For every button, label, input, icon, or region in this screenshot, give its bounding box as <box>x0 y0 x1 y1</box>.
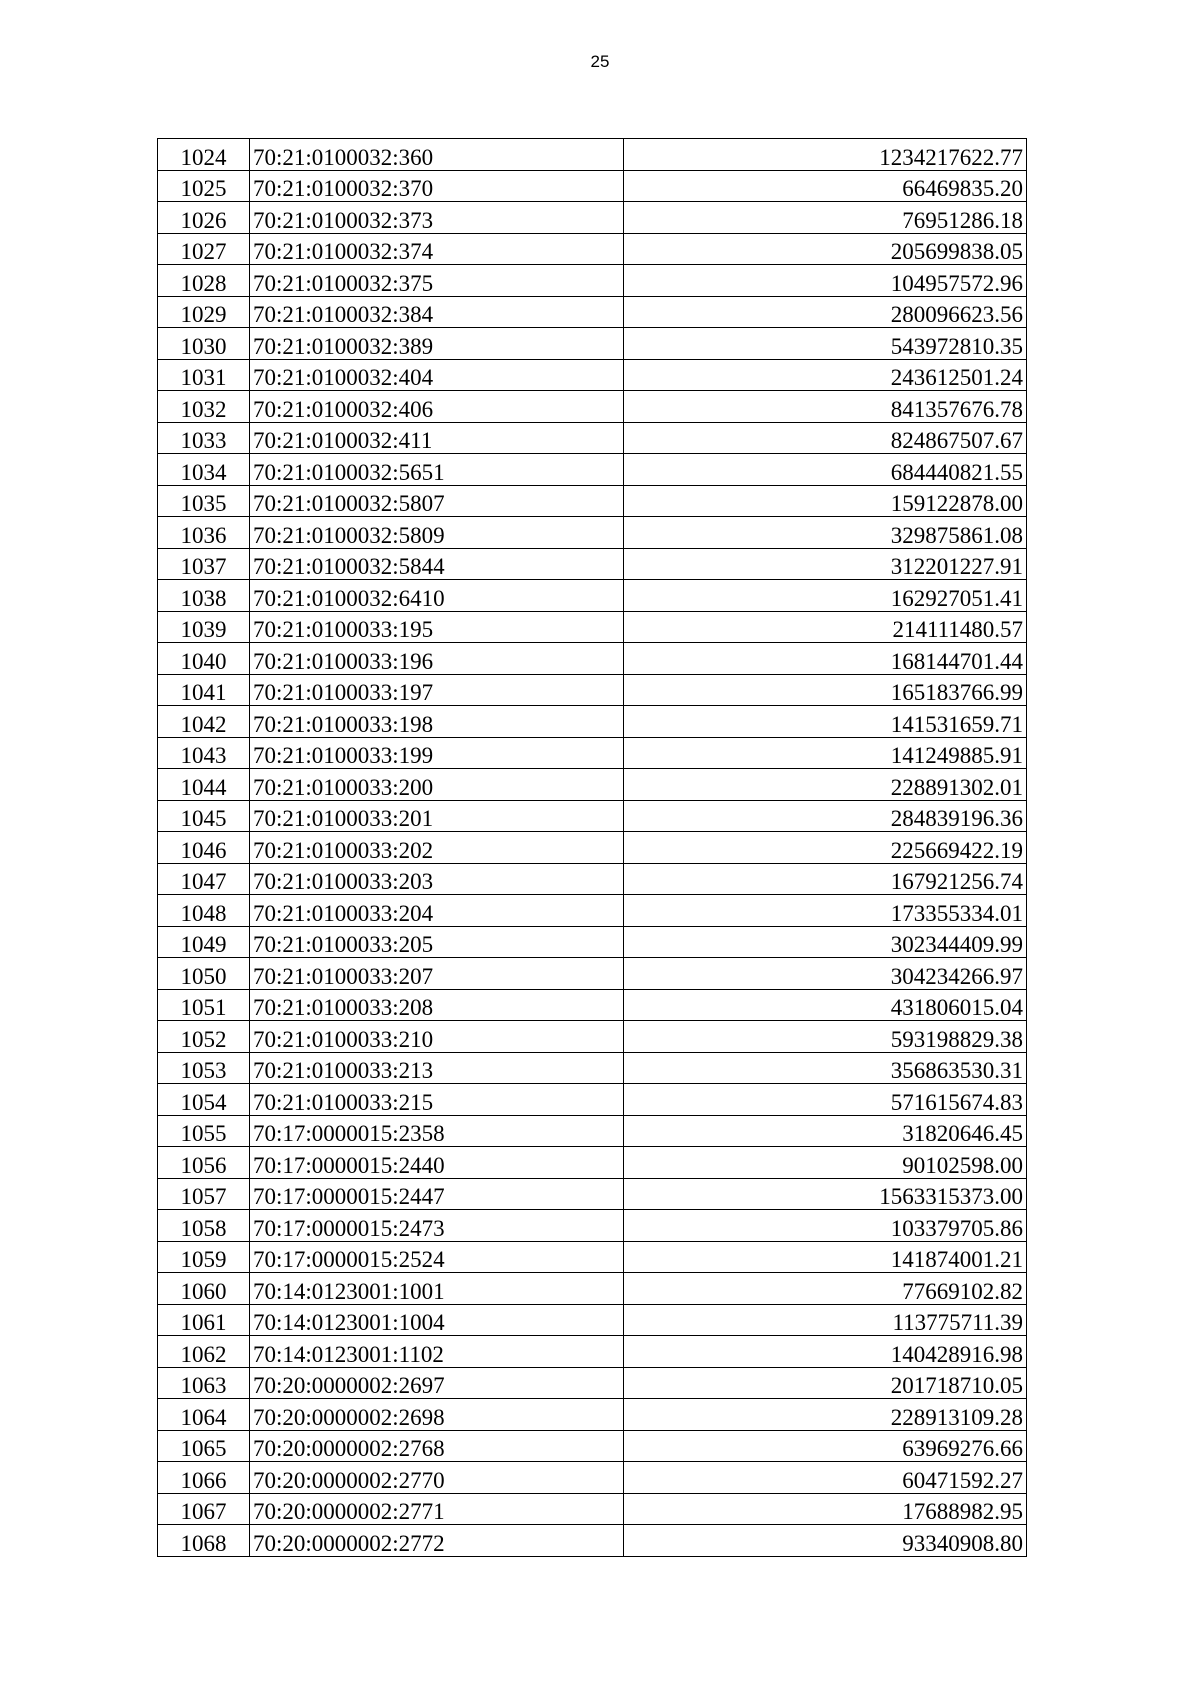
cadastral-value-cell: 312201227.91 <box>624 548 1027 580</box>
row-number-cell: 1045 <box>158 800 250 832</box>
row-number-cell: 1024 <box>158 139 250 171</box>
table-row <box>158 1021 1027 1053</box>
cadastral-value-cell: 31820646.45 <box>624 1115 1027 1147</box>
table-row <box>158 1084 1027 1116</box>
cadastral-value-cell: 90102598.00 <box>624 1147 1027 1179</box>
cadastral-number-cell: 70:21:0100032:384 <box>250 296 624 328</box>
cadastral-value-cell: 302344409.99 <box>624 926 1027 958</box>
cadastral-number-cell: 70:14:0123001:1001 <box>250 1273 624 1305</box>
table-row <box>158 1493 1027 1525</box>
cadastral-number-cell: 70:21:0100032:411 <box>250 422 624 454</box>
table-row <box>158 643 1027 675</box>
cadastral-number-cell: 70:21:0100033:213 <box>250 1052 624 1084</box>
cadastral-number-cell: 70:21:0100033:204 <box>250 895 624 927</box>
row-number-cell: 1068 <box>158 1525 250 1557</box>
cadastral-number-cell: 70:21:0100032:5807 <box>250 485 624 517</box>
cadastral-value-cell: 76951286.18 <box>624 202 1027 234</box>
cadastral-number-cell: 70:21:0100033:198 <box>250 706 624 738</box>
table-row <box>158 328 1027 360</box>
row-number-cell: 1041 <box>158 674 250 706</box>
row-number-cell: 1065 <box>158 1430 250 1462</box>
row-number-cell: 1049 <box>158 926 250 958</box>
row-number-cell: 1048 <box>158 895 250 927</box>
cadastral-value-cell: 280096623.56 <box>624 296 1027 328</box>
cadastral-number-cell: 70:21:0100033:196 <box>250 643 624 675</box>
row-number-cell: 1046 <box>158 832 250 864</box>
table-row <box>158 769 1027 801</box>
row-number-cell: 1057 <box>158 1178 250 1210</box>
row-number-cell: 1034 <box>158 454 250 486</box>
row-number-cell: 1035 <box>158 485 250 517</box>
cadastral-value-cell: 841357676.78 <box>624 391 1027 423</box>
cadastral-value-cell: 60471592.27 <box>624 1462 1027 1494</box>
cadastral-value-cell: 304234266.97 <box>624 958 1027 990</box>
cadastral-value-cell: 228913109.28 <box>624 1399 1027 1431</box>
cadastral-number-cell: 70:21:0100032:406 <box>250 391 624 423</box>
row-number-cell: 1031 <box>158 359 250 391</box>
cadastral-number-cell: 70:21:0100032:389 <box>250 328 624 360</box>
cadastral-value-cell: 173355334.01 <box>624 895 1027 927</box>
table-row <box>158 895 1027 927</box>
row-number-cell: 1051 <box>158 989 250 1021</box>
row-number-cell: 1043 <box>158 737 250 769</box>
cadastral-number-cell: 70:21:0100033:200 <box>250 769 624 801</box>
cadastral-number-cell: 70:21:0100033:210 <box>250 1021 624 1053</box>
row-number-cell: 1066 <box>158 1462 250 1494</box>
cadastral-number-cell: 70:21:0100032:404 <box>250 359 624 391</box>
table-row <box>158 1399 1027 1431</box>
table-row <box>158 454 1027 486</box>
cadastral-value-cell: 113775711.39 <box>624 1304 1027 1336</box>
cadastral-number-cell: 70:21:0100033:201 <box>250 800 624 832</box>
row-number-cell: 1042 <box>158 706 250 738</box>
cadastral-value-cell: 228891302.01 <box>624 769 1027 801</box>
row-number-cell: 1040 <box>158 643 250 675</box>
table-row <box>158 359 1027 391</box>
cadastral-value-cell: 159122878.00 <box>624 485 1027 517</box>
page-number: 25 <box>590 52 610 71</box>
table-body <box>158 139 1027 1557</box>
cadastral-value-cell: 141531659.71 <box>624 706 1027 738</box>
cadastral-value-cell: 205699838.05 <box>624 233 1027 265</box>
cadastral-value-table <box>157 138 1027 1557</box>
row-number-cell: 1032 <box>158 391 250 423</box>
row-number-cell: 1026 <box>158 202 250 234</box>
cadastral-value-cell: 93340908.80 <box>624 1525 1027 1557</box>
row-number-cell: 1055 <box>158 1115 250 1147</box>
table-row <box>158 989 1027 1021</box>
cadastral-value-cell: 356863530.31 <box>624 1052 1027 1084</box>
table-row <box>158 233 1027 265</box>
row-number-cell: 1053 <box>158 1052 250 1084</box>
table-row <box>158 1273 1027 1305</box>
row-number-cell: 1025 <box>158 170 250 202</box>
cadastral-number-cell: 70:20:0000002:2697 <box>250 1367 624 1399</box>
row-number-cell: 1050 <box>158 958 250 990</box>
cadastral-number-cell: 70:21:0100033:199 <box>250 737 624 769</box>
row-number-cell: 1067 <box>158 1493 250 1525</box>
row-number-cell: 1039 <box>158 611 250 643</box>
cadastral-value-cell: 141249885.91 <box>624 737 1027 769</box>
table-row <box>158 1210 1027 1242</box>
row-number-cell: 1030 <box>158 328 250 360</box>
cadastral-number-cell: 70:21:0100033:205 <box>250 926 624 958</box>
cadastral-value-cell: 1563315373.00 <box>624 1178 1027 1210</box>
table-row <box>158 296 1027 328</box>
cadastral-number-cell: 70:21:0100033:202 <box>250 832 624 864</box>
table-row <box>158 139 1027 171</box>
row-number-cell: 1063 <box>158 1367 250 1399</box>
cadastral-value-cell: 225669422.19 <box>624 832 1027 864</box>
table-row <box>158 1525 1027 1557</box>
table-row <box>158 737 1027 769</box>
cadastral-number-cell: 70:17:0000015:2440 <box>250 1147 624 1179</box>
row-number-cell: 1058 <box>158 1210 250 1242</box>
cadastral-value-cell: 1234217622.77 <box>624 139 1027 171</box>
cadastral-number-cell: 70:21:0100033:207 <box>250 958 624 990</box>
cadastral-value-cell: 543972810.35 <box>624 328 1027 360</box>
cadastral-value-cell: 165183766.99 <box>624 674 1027 706</box>
cadastral-number-cell: 70:17:0000015:2524 <box>250 1241 624 1273</box>
cadastral-number-cell: 70:17:0000015:2358 <box>250 1115 624 1147</box>
cadastral-value-cell: 329875861.08 <box>624 517 1027 549</box>
row-number-cell: 1059 <box>158 1241 250 1273</box>
table-row <box>158 422 1027 454</box>
table-row <box>158 1052 1027 1084</box>
table-row <box>158 958 1027 990</box>
table-row <box>158 1367 1027 1399</box>
table-row <box>158 1241 1027 1273</box>
row-number-cell: 1064 <box>158 1399 250 1431</box>
table-row <box>158 1115 1027 1147</box>
cadastral-number-cell: 70:21:0100032:375 <box>250 265 624 297</box>
row-number-cell: 1054 <box>158 1084 250 1116</box>
row-number-cell: 1062 <box>158 1336 250 1368</box>
table-row <box>158 202 1027 234</box>
cadastral-number-cell: 70:21:0100033:195 <box>250 611 624 643</box>
table-row <box>158 832 1027 864</box>
cadastral-value-cell: 141874001.21 <box>624 1241 1027 1273</box>
cadastral-number-cell: 70:20:0000002:2770 <box>250 1462 624 1494</box>
row-number-cell: 1027 <box>158 233 250 265</box>
table-row <box>158 706 1027 738</box>
cadastral-number-cell: 70:21:0100032:360 <box>250 139 624 171</box>
row-number-cell: 1044 <box>158 769 250 801</box>
cadastral-number-cell: 70:21:0100032:5651 <box>250 454 624 486</box>
cadastral-value-cell: 824867507.67 <box>624 422 1027 454</box>
row-number-cell: 1036 <box>158 517 250 549</box>
cadastral-number-cell: 70:21:0100032:370 <box>250 170 624 202</box>
row-number-cell: 1037 <box>158 548 250 580</box>
cadastral-number-cell: 70:21:0100032:373 <box>250 202 624 234</box>
cadastral-number-cell: 70:17:0000015:2473 <box>250 1210 624 1242</box>
cadastral-value-cell: 431806015.04 <box>624 989 1027 1021</box>
table-row <box>158 548 1027 580</box>
cadastral-number-cell: 70:21:0100033:208 <box>250 989 624 1021</box>
row-number-cell: 1047 <box>158 863 250 895</box>
row-number-cell: 1056 <box>158 1147 250 1179</box>
cadastral-number-cell: 70:20:0000002:2771 <box>250 1493 624 1525</box>
table-row <box>158 1147 1027 1179</box>
row-number-cell: 1038 <box>158 580 250 612</box>
cadastral-number-cell: 70:14:0123001:1102 <box>250 1336 624 1368</box>
cadastral-number-cell: 70:21:0100033:203 <box>250 863 624 895</box>
cadastral-value-cell: 66469835.20 <box>624 170 1027 202</box>
cadastral-value-cell: 140428916.98 <box>624 1336 1027 1368</box>
table-row <box>158 926 1027 958</box>
cadastral-number-cell: 70:21:0100032:5809 <box>250 517 624 549</box>
row-number-cell: 1028 <box>158 265 250 297</box>
cadastral-value-cell: 243612501.24 <box>624 359 1027 391</box>
cadastral-number-cell: 70:20:0000002:2772 <box>250 1525 624 1557</box>
table-row <box>158 265 1027 297</box>
table-row <box>158 1430 1027 1462</box>
table-row <box>158 863 1027 895</box>
cadastral-value-cell: 162927051.41 <box>624 580 1027 612</box>
cadastral-value-cell: 168144701.44 <box>624 643 1027 675</box>
table-row <box>158 1304 1027 1336</box>
cadastral-value-cell: 104957572.96 <box>624 265 1027 297</box>
cadastral-number-cell: 70:20:0000002:2768 <box>250 1430 624 1462</box>
cadastral-value-cell: 63969276.66 <box>624 1430 1027 1462</box>
cadastral-value-cell: 214111480.57 <box>624 611 1027 643</box>
cadastral-number-cell: 70:20:0000002:2698 <box>250 1399 624 1431</box>
cadastral-value-cell: 571615674.83 <box>624 1084 1027 1116</box>
cadastral-value-cell: 103379705.86 <box>624 1210 1027 1242</box>
cadastral-value-cell: 17688982.95 <box>624 1493 1027 1525</box>
table-row <box>158 611 1027 643</box>
cadastral-value-cell: 684440821.55 <box>624 454 1027 486</box>
table-row <box>158 1178 1027 1210</box>
cadastral-value-cell: 201718710.05 <box>624 1367 1027 1399</box>
cadastral-number-cell: 70:21:0100033:197 <box>250 674 624 706</box>
cadastral-number-cell: 70:14:0123001:1004 <box>250 1304 624 1336</box>
table-row <box>158 580 1027 612</box>
table-row <box>158 1336 1027 1368</box>
table-row <box>158 485 1027 517</box>
cadastral-value-cell: 593198829.38 <box>624 1021 1027 1053</box>
table-row <box>158 674 1027 706</box>
cadastral-number-cell: 70:21:0100032:6410 <box>250 580 624 612</box>
row-number-cell: 1060 <box>158 1273 250 1305</box>
cadastral-value-cell: 284839196.36 <box>624 800 1027 832</box>
row-number-cell: 1029 <box>158 296 250 328</box>
table-row <box>158 170 1027 202</box>
cadastral-number-cell: 70:21:0100033:215 <box>250 1084 624 1116</box>
table-row <box>158 391 1027 423</box>
row-number-cell: 1052 <box>158 1021 250 1053</box>
cadastral-number-cell: 70:17:0000015:2447 <box>250 1178 624 1210</box>
cadastral-value-cell: 167921256.74 <box>624 863 1027 895</box>
table-row <box>158 517 1027 549</box>
table-row <box>158 1462 1027 1494</box>
cadastral-number-cell: 70:21:0100032:374 <box>250 233 624 265</box>
row-number-cell: 1061 <box>158 1304 250 1336</box>
table-row <box>158 800 1027 832</box>
cadastral-number-cell: 70:21:0100032:5844 <box>250 548 624 580</box>
cadastral-value-cell: 77669102.82 <box>624 1273 1027 1305</box>
row-number-cell: 1033 <box>158 422 250 454</box>
